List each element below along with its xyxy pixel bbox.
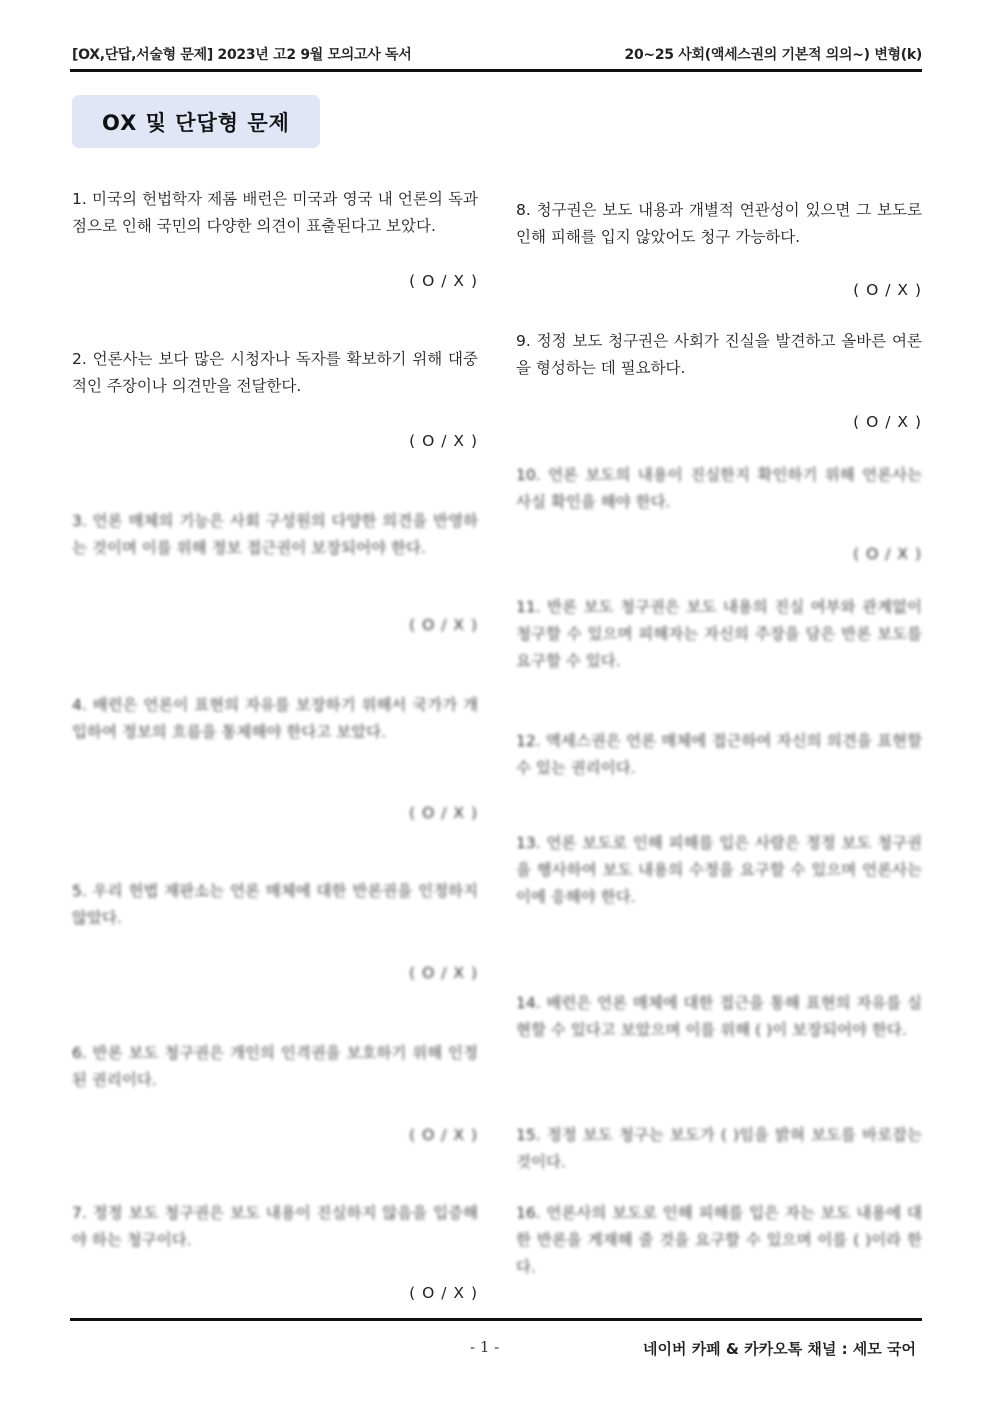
ox-choice-8: ( O / X ) (853, 281, 922, 299)
section-title: OX 및 단답형 문제 (72, 95, 320, 148)
question-4: 4. 배런은 언론이 표현의 자유를 보장하기 위해서 국가가 개입하여 정보의 흐름을 통제해야 한다고 보았다. (72, 696, 478, 741)
ox-choice-6: ( O / X ) (409, 1126, 478, 1144)
question-13: 13. 언론 보도로 인해 피해를 입은 사람은 정정 보도 청구권을 행사하여 보도 내용의 수정을 요구할 수 있으며 언론사는 이에 응해야 한다. (516, 834, 922, 906)
question-11: 11. 반론 보도 청구권은 보도 내용의 진실 여부와 관계없이 청구할 수 있으며 피해자는 자신의 주장을 담은 반론 보도를 요구할 수 있다. (516, 598, 922, 670)
question-2: 2. 언론사는 보다 많은 시청자나 독자를 확보하기 위해 대중적인 주장이나 의견만을 전달한다. (72, 350, 478, 395)
header-divider (70, 69, 922, 72)
header-title: [OX,단답,서술형 문제] 2023년 고2 9월 모의고사 독서 (72, 47, 412, 63)
footer-divider (70, 1318, 922, 1321)
question-7: 7. 정정 보도 청구권은 보도 내용이 진실하지 않음을 입증해야 하는 청구이다. (72, 1204, 478, 1249)
ox-choice-10: ( O / X ) (853, 545, 922, 563)
question-12: 12. 액세스권은 언론 매체에 접근하여 자신의 의견을 표현할 수 있는 권리이다. (516, 732, 922, 777)
question-10: 10. 언론 보도의 내용이 진실한지 확인하기 위해 언론사는 사실 확인을 해야 한다. (516, 466, 922, 511)
question-16: 16. 언론사의 보도로 인해 피해를 입은 자는 보도 내용에 대한 반론을 게재해 줄 것을 요구할 수 있으며 이를 ( )이라 한다. (516, 1204, 922, 1276)
ox-choice-2: ( O / X ) (409, 432, 478, 450)
header-subtitle: 20~25 사회(액세스권의 기본적 의의~) 변형(k) (624, 47, 922, 63)
question-5: 5. 우리 헌법 재판소는 언론 매체에 대한 반론권을 인정하지 않았다. (72, 882, 478, 927)
ox-choice-3: ( O / X ) (409, 616, 478, 634)
ox-choice-4: ( O / X ) (409, 804, 478, 822)
footer-channel: 네이버 카페 & 카카오톡 채널 : 세모 국어 (643, 1340, 916, 1358)
ox-choice-9: ( O / X ) (853, 413, 922, 431)
question-1: 1. 미국의 헌법학자 제롬 배런은 미국과 영국 내 언론의 독과점으로 인해 국민의 다양한 의견이 표출된다고 보았다. (72, 190, 478, 235)
ox-choice-7: ( O / X ) (409, 1284, 478, 1302)
question-6: 6. 반론 보도 청구권은 개인의 인격권을 보호하기 위해 인정된 권리이다. (72, 1044, 478, 1089)
question-3: 3. 언론 매체의 기능은 사회 구성원의 다양한 의견을 반영하는 것이며 이를 위해 정보 접근권이 보장되어야 한다. (72, 512, 478, 557)
ox-choice-5: ( O / X ) (409, 964, 478, 982)
question-14: 14. 배런은 언론 매체에 대한 접근을 통해 표현의 자유를 실현할 수 있다고 보았으며 이를 위해 ( )이 보장되어야 한다. (516, 994, 922, 1039)
question-15: 15. 정정 보도 청구는 보도가 ( )임을 밝혀 보도를 바로잡는 것이다. (516, 1126, 922, 1171)
page-number: - 1 - (470, 1338, 500, 1356)
ox-choice-1: ( O / X ) (409, 272, 478, 290)
question-8: 8. 청구권은 보도 내용과 개별적 연관성이 있으면 그 보도로 인해 피해를 입지 않았어도 청구 가능하다. (516, 201, 922, 246)
question-9: 9. 정정 보도 청구권은 사회가 진실을 발견하고 올바른 여론을 형성하는 데 필요하다. (516, 332, 922, 377)
